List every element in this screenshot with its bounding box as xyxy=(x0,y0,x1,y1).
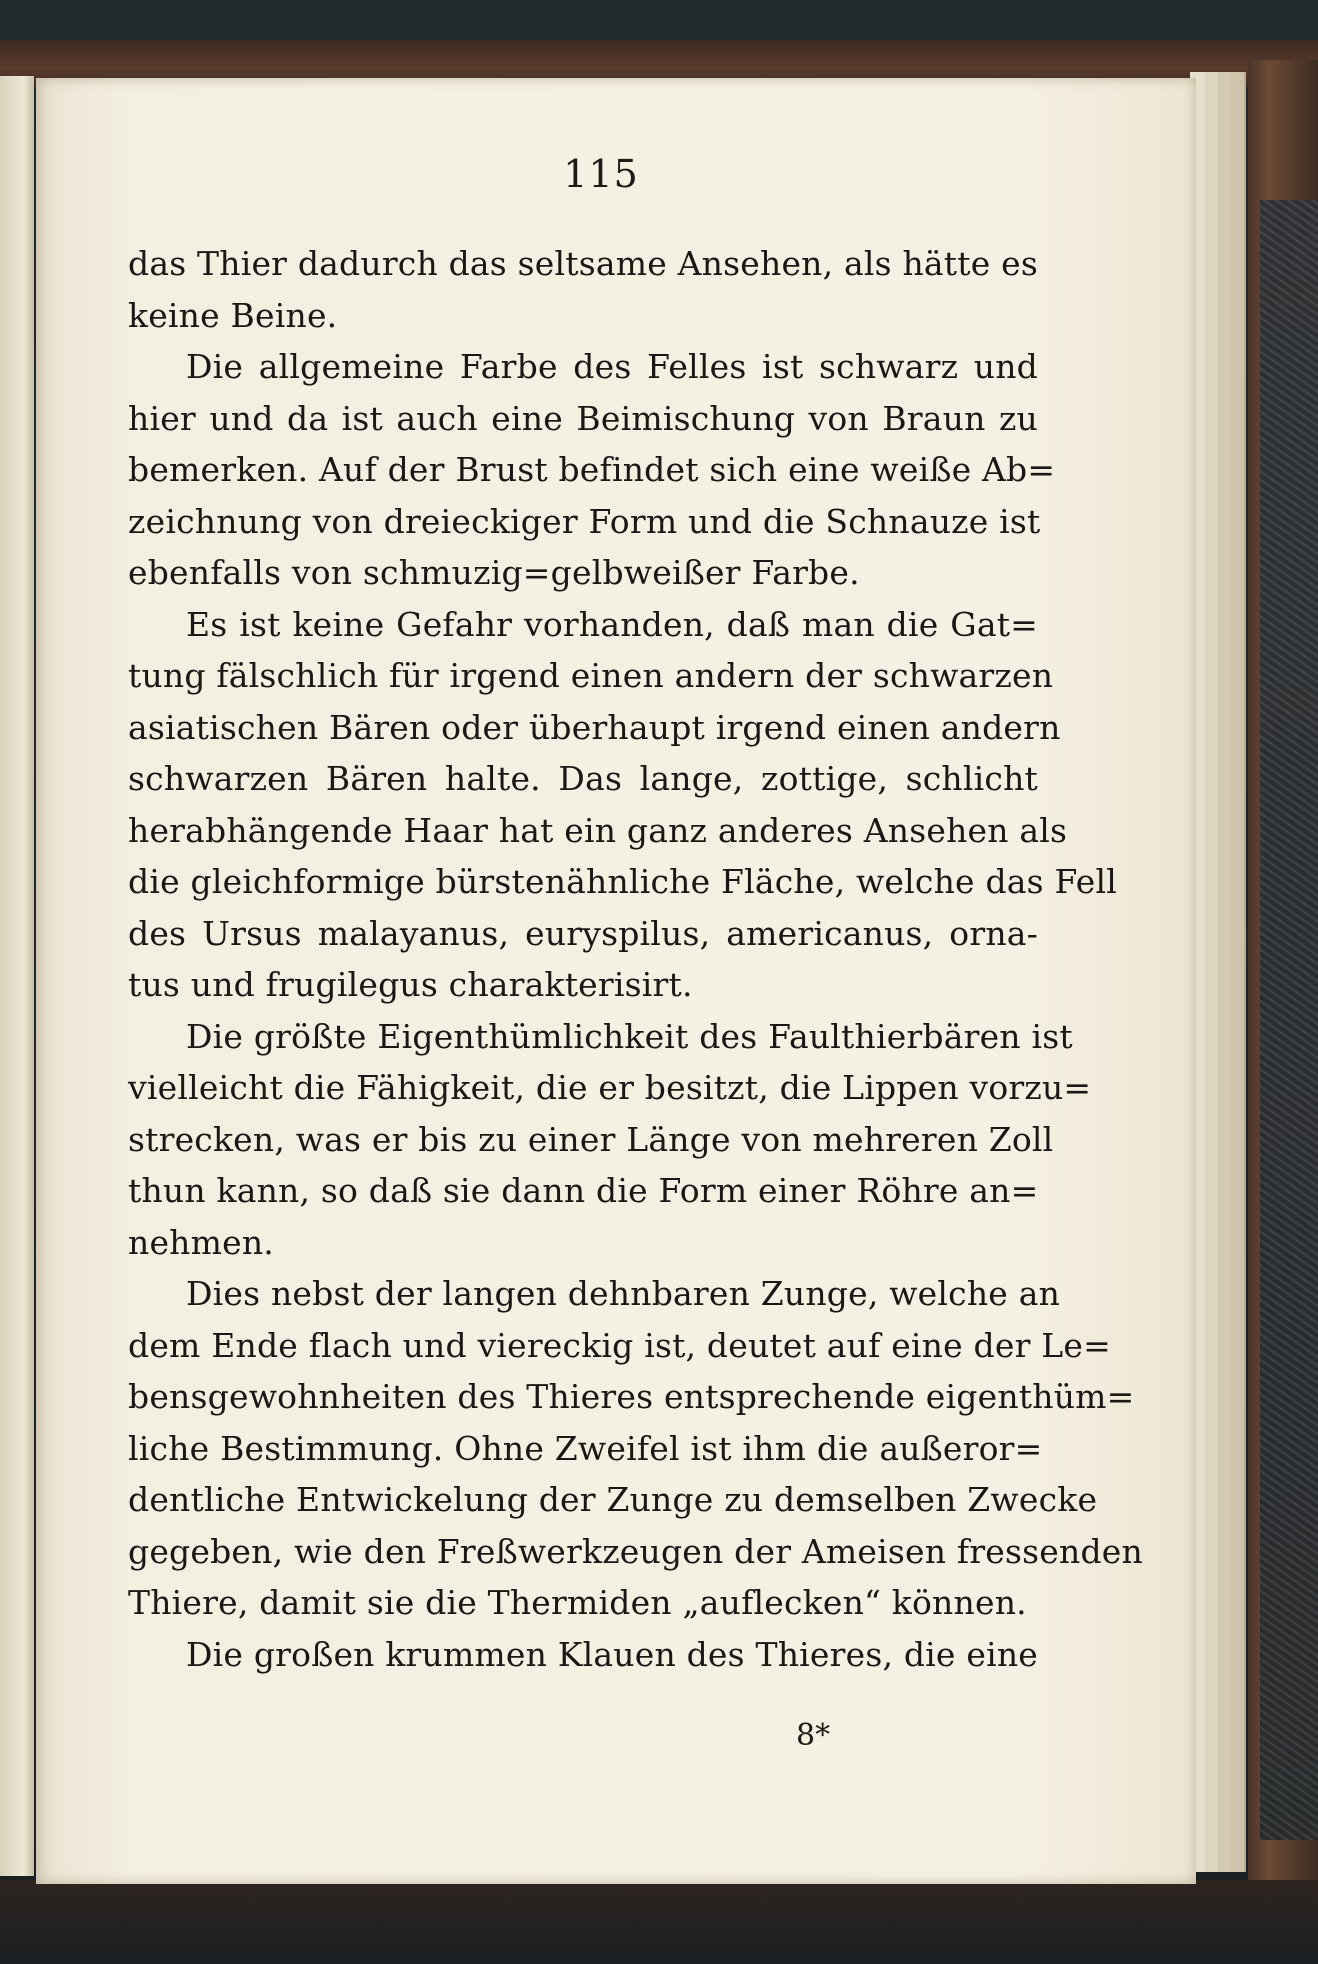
text-line: zeichnung von dreieckiger Form und die Schnauze ist xyxy=(128,501,1041,541)
body-text xyxy=(128,238,1143,1680)
text-line: dentliche Entwickelung der Zunge zu demselben Zwecke xyxy=(128,1480,1098,1519)
text-line: thun kann, so daß sie dann die Form einer Röhre an= xyxy=(128,1171,1039,1210)
book-cover-bottom-edge xyxy=(0,1880,1318,1964)
text-line: dem Ende flach und viereckig ist, deutet auf eine der Le= xyxy=(128,1325,1111,1365)
text-line: Die allgemeine Farbe des Felles ist schwarz und xyxy=(186,347,1038,386)
text-line: bensgewohnheiten des Thieres entsprechende eigenthüm= xyxy=(128,1377,1135,1416)
text-line: tung fälschlich für irgend einen andern der schwarzen xyxy=(128,656,1054,695)
text-line: Thiere, damit sie die Thermiden „auflecken“ können. xyxy=(128,1583,1027,1622)
text-line: ebenfalls von schmuzig=gelbweißer Farbe. xyxy=(128,553,860,592)
previous-page-edge xyxy=(0,76,34,1876)
text-line: tus und frugilegus charakterisirt. xyxy=(128,965,693,1004)
text-line: herabhängende Haar hat ein ganz anderes Ansehen als xyxy=(128,810,1068,850)
text-line: Es ist keine Gefahr vorhanden, daß man die Gat= xyxy=(186,604,1038,644)
text-line: die gleichformige bürstenähnliche Fläche, welche das Fell xyxy=(128,862,1118,901)
text-line: schwarzen Bären halte. Das lange, zottige, schlicht xyxy=(128,759,1038,798)
text-line: asiatischen Bären oder überhaupt irgend einen andern xyxy=(128,707,1061,747)
text-line: Dies nebst der langen dehnbaren Zunge, welche an xyxy=(186,1274,1061,1313)
page-stack-edge xyxy=(1230,72,1246,1872)
page-number: 115 xyxy=(563,152,639,196)
text-line: bemerken. Auf der Brust befindet sich eine weiße Ab= xyxy=(128,450,1056,489)
book-page xyxy=(36,78,1196,1884)
text-line: vielleicht die Fähigkeit, die er besitzt, die Lippen vorzu= xyxy=(128,1068,1092,1107)
text-line: Die großen krummen Klauen des Thieres, die eine xyxy=(186,1634,1039,1674)
text-line: Die größte Eigenthümlichkeit des Faulthierbären ist xyxy=(186,1016,1073,1056)
text-line: das Thier dadurch das seltsame Ansehen, als hätte es xyxy=(128,244,1038,283)
text-line: liche Bestimmung. Ohne Zweifel ist ihm die außeror= xyxy=(128,1428,1043,1468)
text-line: des Ursus malayanus, euryspilus, americanus, orna- xyxy=(128,913,1038,953)
text-line: nehmen. xyxy=(128,1222,275,1262)
text-line: keine Beine. xyxy=(128,295,338,335)
marbled-cover-board xyxy=(1260,200,1318,1840)
signature-mark: 8* xyxy=(796,1718,831,1753)
text-line: strecken, was er bis zu einer Länge von mehreren Zoll xyxy=(128,1119,1054,1159)
text-line: gegeben, wie den Freßwerkzeugen der Ameisen fressenden xyxy=(128,1531,1143,1571)
text-line: hier und da ist auch eine Beimischung von Braun zu xyxy=(128,398,1038,438)
